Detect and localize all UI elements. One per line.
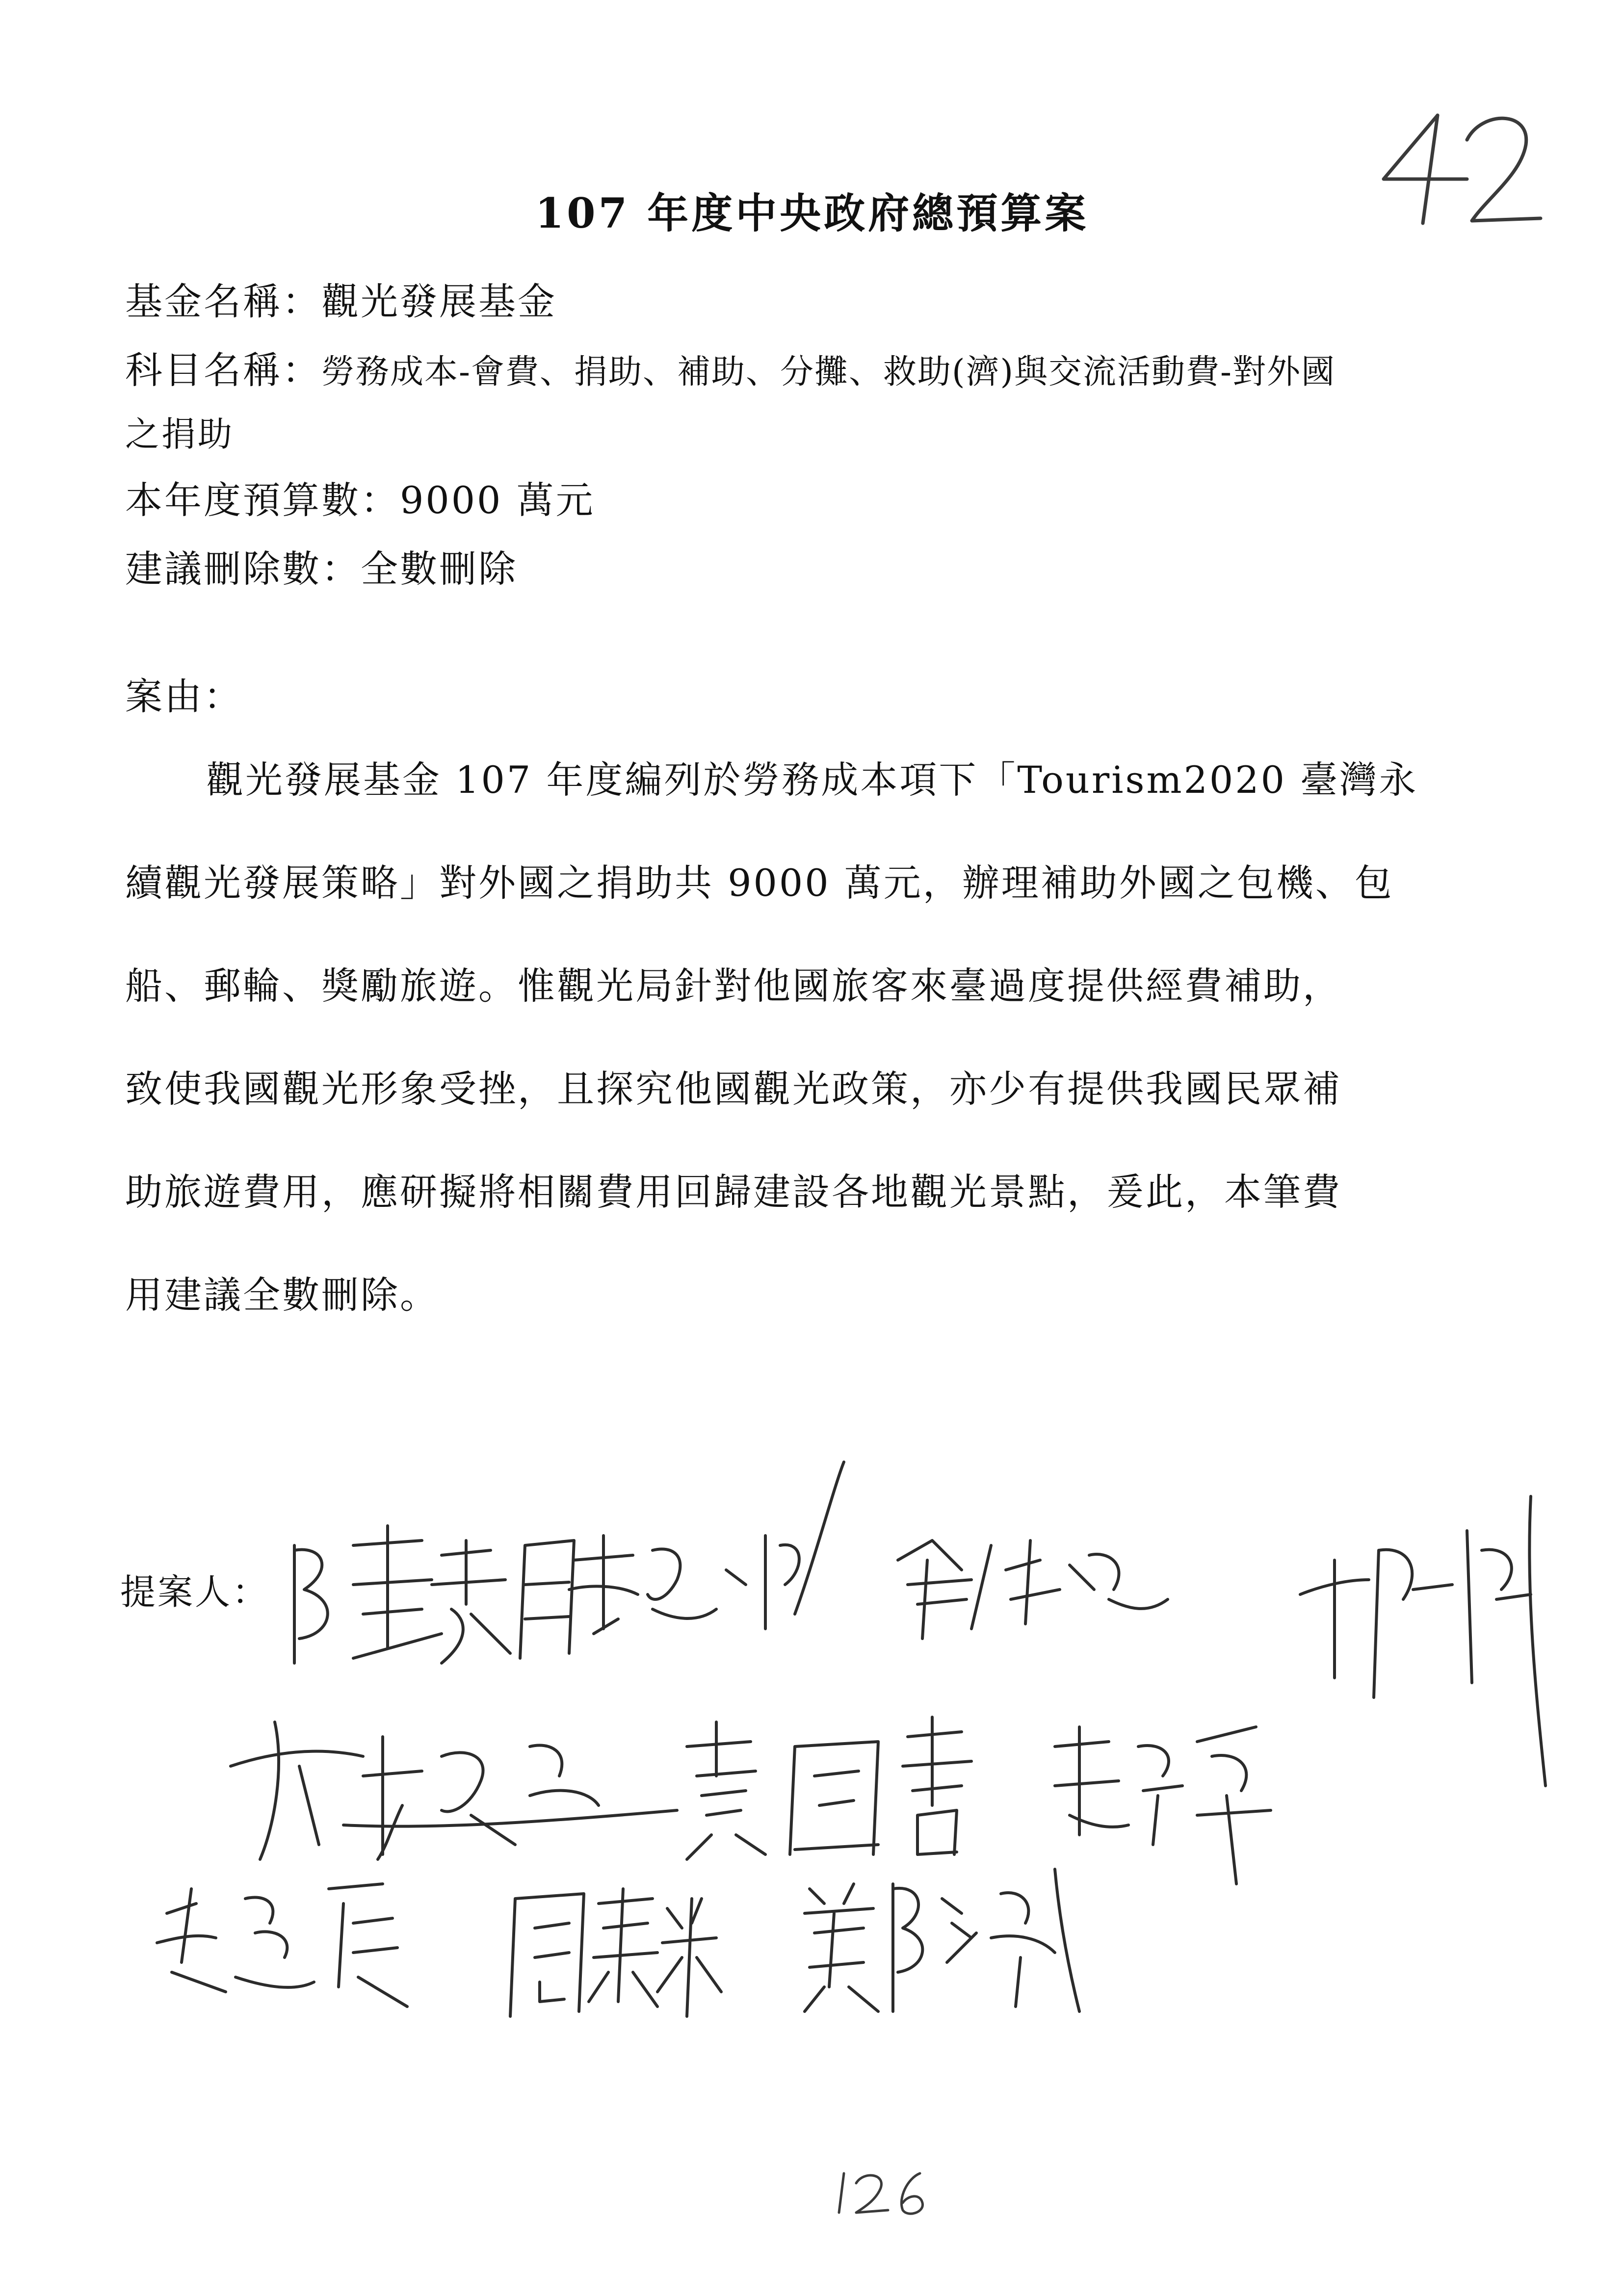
signature-3 (898, 1540, 1168, 1639)
reason-label: 案由： (125, 675, 243, 718)
reason-line-1: 觀光發展基金 107 年度編列於勞務成本項下「Tourism2020 臺灣永 (206, 758, 1418, 802)
reason-line-6: 用建議全數刪除。 (125, 1273, 439, 1317)
signature-2 (569, 1462, 844, 1634)
subject-value-line1: 勞務成本-會費、捐助、補助、分攤、救助(濟)與交流活動費-對外國 (321, 353, 1336, 391)
handwritten-footer-number (834, 2164, 932, 2218)
signature-9 (510, 1889, 721, 2016)
fund-name-value: 觀光發展基金 (321, 280, 557, 323)
reason-line-4: 致使我國觀光形象受挫，且探究他國觀光政策，亦少有提供我國民眾補 (125, 1067, 1342, 1111)
proposer-label: 提案人： (120, 1571, 270, 1613)
budget-label: 本年度預算數： (125, 478, 400, 522)
signature-7 (1055, 1727, 1271, 1884)
reason-line-3: 船、郵輪、獎勵旅遊。惟觀光局針對他國旅客來臺過度提供經費補助， (125, 964, 1342, 1008)
signature-8 (157, 1884, 407, 2007)
signature-5 (231, 1722, 677, 1859)
signature-10 (805, 1869, 1079, 2011)
budget-value: 9000 萬元 (400, 478, 595, 522)
document-title: 107 年度中央政府總預算案 (535, 189, 1089, 237)
signature-4 (1300, 1496, 1545, 1786)
suggested-cut-value: 全數刪除 (361, 547, 518, 591)
reason-line-2: 續觀光發展策略」對外國之捐助共 9000 萬元，辦理補助外國之包機、包 (125, 861, 1394, 905)
signature-1 (294, 1526, 574, 1663)
suggested-cut-label: 建議刪除數： (125, 547, 361, 591)
subject-label: 科目名稱： (125, 348, 321, 392)
subject-value-line2: 之捐助 (125, 414, 234, 454)
signature-6 (687, 1717, 971, 1859)
reason-line-5: 助旅遊費用，應研擬將相關費用回歸建設各地觀光景點，爰此，本筆費 (125, 1170, 1342, 1214)
fund-name-label: 基金名稱： (125, 280, 321, 323)
